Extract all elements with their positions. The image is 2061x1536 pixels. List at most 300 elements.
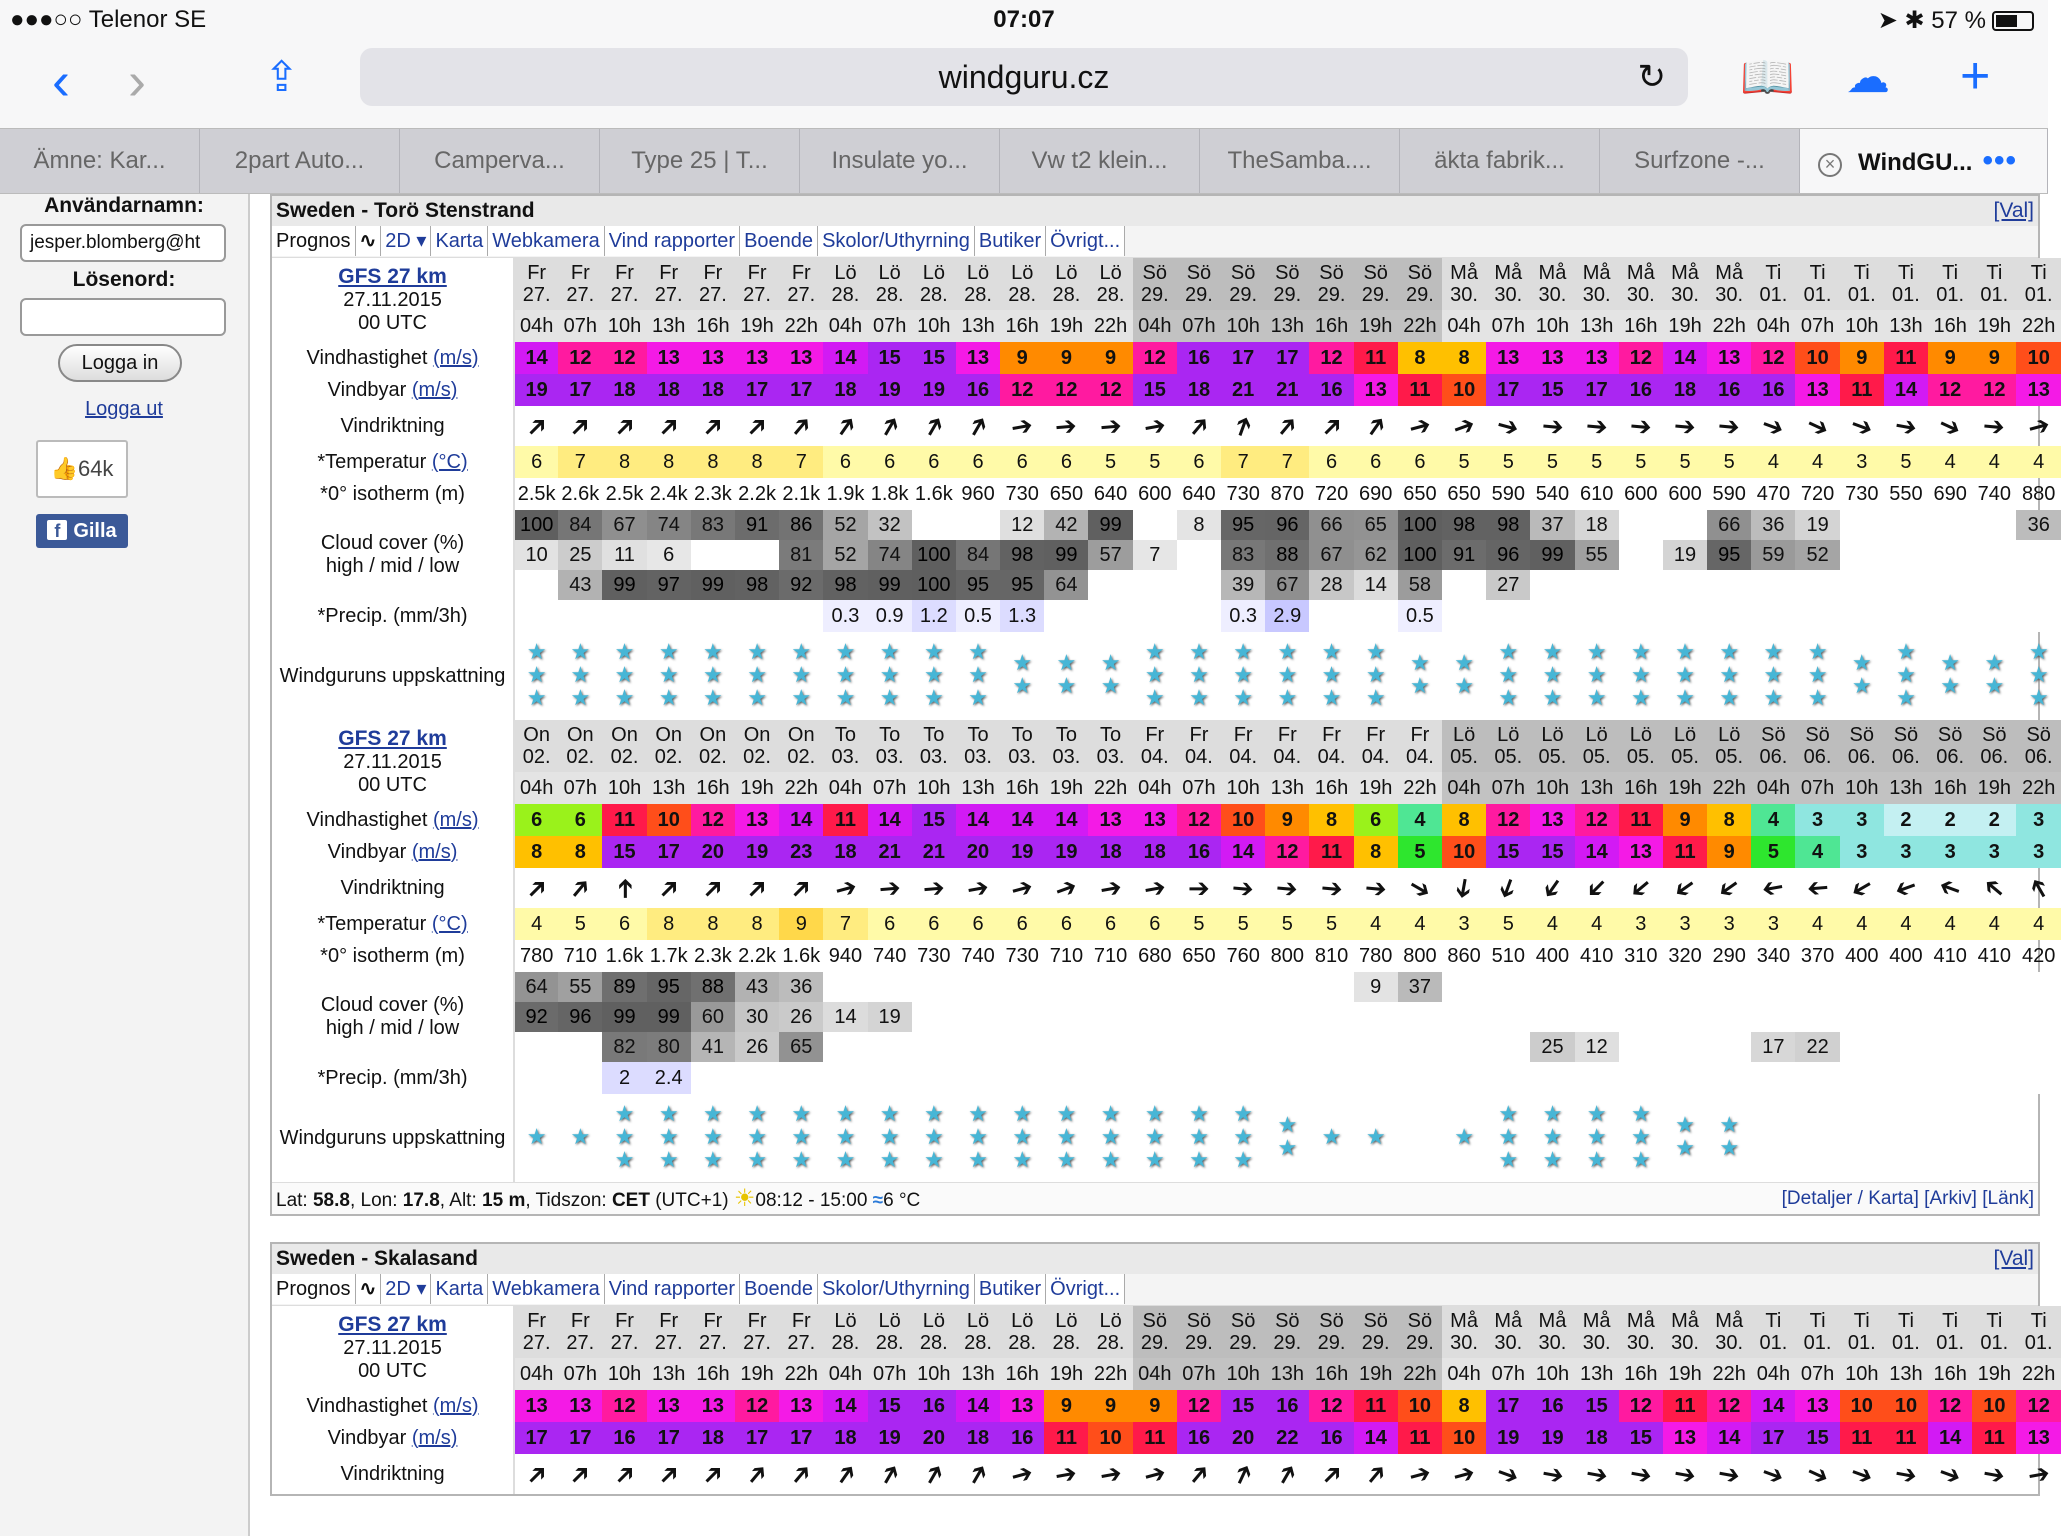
arrow-icon: ➔ bbox=[1801, 1455, 1834, 1492]
temp-cell: 8 bbox=[602, 446, 646, 478]
value-cell: 18 bbox=[823, 836, 867, 868]
model-date: 27.11.2015 bbox=[343, 1337, 442, 1359]
day-date: 01. bbox=[1892, 1332, 1920, 1354]
cloud-cell bbox=[1088, 570, 1132, 600]
cloud-cell: 62 bbox=[1354, 540, 1398, 570]
day-name: Ti bbox=[1897, 1310, 1914, 1332]
spot-title: Sweden - Torö Stenstrand bbox=[276, 199, 535, 222]
rating-cell bbox=[823, 632, 867, 720]
arrow-icon: ➔ bbox=[1846, 407, 1878, 444]
day-cell bbox=[1972, 258, 2016, 310]
temp-cell: 6 bbox=[1044, 908, 1088, 940]
wind-speed-row bbox=[272, 804, 2061, 836]
value-cell: 21 bbox=[868, 836, 912, 868]
day-name: Fr bbox=[1189, 724, 1209, 746]
day-cell bbox=[1795, 1306, 1839, 1358]
rating-cell bbox=[1751, 1094, 1795, 1182]
model-link[interactable]: GFS 27 km bbox=[338, 265, 447, 288]
cloud-cell: 19 bbox=[1663, 540, 1707, 570]
star-icon: ★ bbox=[1321, 1123, 1342, 1149]
precip-cell bbox=[1619, 600, 1663, 632]
direction-cell bbox=[1619, 1454, 1663, 1494]
star-icon: ★ bbox=[658, 1146, 679, 1172]
rating-cell bbox=[647, 1094, 691, 1182]
cloud-cell: 59 bbox=[1751, 540, 1795, 570]
arrow-icon: ➔ bbox=[1180, 407, 1218, 444]
arrow-icon: ➔ bbox=[561, 407, 599, 444]
menu-prognos[interactable]: Prognos bbox=[272, 226, 356, 256]
thumbs-up-icon: 👍 bbox=[50, 456, 78, 481]
cloud-cell: 19 bbox=[1795, 510, 1839, 540]
day-date: 01. bbox=[1980, 284, 2009, 306]
value-cell: 18 bbox=[1133, 836, 1177, 868]
cloud-cell bbox=[1221, 1002, 1265, 1032]
tab-10[interactable] bbox=[1800, 129, 2048, 193]
tab-label: 2part Auto... bbox=[234, 147, 365, 174]
value-cell: 18 bbox=[691, 1422, 735, 1454]
direction-cell bbox=[1000, 406, 1044, 446]
day-name: Må bbox=[1626, 262, 1655, 284]
menu-2d[interactable]: 2D ▾ bbox=[381, 1274, 431, 1304]
tab-9[interactable] bbox=[1600, 129, 1800, 193]
tab-label: Vw t2 klein... bbox=[1031, 147, 1168, 174]
star-icon: ★ bbox=[1719, 1112, 1740, 1137]
star-icon: ★ bbox=[1365, 1123, 1386, 1149]
isotherm-cell: 400 bbox=[1845, 944, 1879, 967]
day-cell bbox=[2016, 1306, 2061, 1358]
value-cell: 10 bbox=[1840, 1390, 1884, 1422]
menu-prognos[interactable]: Prognos bbox=[272, 1274, 356, 1304]
model-link[interactable]: GFS 27 km bbox=[338, 727, 447, 750]
value-cell: 19 bbox=[735, 836, 779, 868]
hour-cell: 13h bbox=[1265, 772, 1309, 804]
isotherm-cell: 400 bbox=[1889, 944, 1923, 967]
menu-karta[interactable]: Karta bbox=[431, 1274, 488, 1304]
star-icon: ★ bbox=[1189, 1123, 1209, 1149]
hour-cell: 10h bbox=[1221, 310, 1265, 342]
day-cell bbox=[735, 720, 779, 772]
unit-link[interactable]: (m/s) bbox=[432, 1394, 479, 1417]
precip-cell bbox=[735, 1062, 779, 1094]
star-icon: ★ bbox=[835, 1123, 856, 1149]
day-name: Lö bbox=[922, 1310, 945, 1332]
day-name: Fr bbox=[615, 1310, 634, 1332]
unit-link[interactable]: (m/s) bbox=[432, 346, 479, 369]
cloud-cell bbox=[1575, 570, 1619, 600]
cloud-cell bbox=[1928, 540, 1972, 570]
value-cell: 9 bbox=[1265, 804, 1309, 836]
tab-4[interactable] bbox=[600, 129, 800, 193]
direction-cell bbox=[868, 1454, 912, 1494]
hour-cell: 10h bbox=[602, 310, 646, 342]
menu-boende[interactable]: Boende bbox=[740, 1274, 818, 1304]
day-name: Må bbox=[1494, 262, 1523, 284]
star-icon: ★ bbox=[968, 1100, 988, 1126]
arrow-icon: ➔ bbox=[782, 869, 820, 906]
star-icon: ★ bbox=[791, 638, 812, 664]
value-cell: 17 bbox=[735, 374, 779, 406]
cloud-cell bbox=[1133, 1002, 1177, 1032]
cloud-cell bbox=[1972, 510, 2016, 540]
share-icon[interactable]: ⇪ bbox=[264, 53, 300, 100]
star-icon: ★ bbox=[791, 661, 812, 687]
menu-butiker[interactable]: Butiker bbox=[975, 226, 1046, 256]
login-button[interactable]: Logga in bbox=[58, 344, 182, 382]
star-icon: ★ bbox=[879, 661, 900, 687]
day-cell bbox=[1530, 1306, 1574, 1358]
rating-cell bbox=[691, 1094, 735, 1182]
day-name: On bbox=[787, 724, 815, 746]
day-name: Sö bbox=[1275, 1310, 1300, 1332]
arrow-icon: ➔ bbox=[561, 1455, 599, 1492]
cloud-cell: 26 bbox=[735, 1032, 779, 1062]
value-cell: 18 bbox=[1575, 1422, 1619, 1454]
menu-butiker[interactable]: Butiker bbox=[975, 1274, 1046, 1304]
value-cell: 10 bbox=[1795, 342, 1839, 374]
model-run: 00 UTC bbox=[358, 774, 427, 796]
unit-link[interactable]: (m/s) bbox=[411, 840, 458, 863]
rating-cell bbox=[1486, 1094, 1530, 1182]
reload-icon[interactable]: ↻ bbox=[1637, 58, 1666, 96]
cloud-cell: 25 bbox=[558, 540, 602, 570]
hour-cell: 04h bbox=[1751, 1358, 1795, 1390]
star-icon: ★ bbox=[1233, 684, 1253, 710]
menu-övrigt[interactable]: Övrigt... bbox=[1046, 1274, 1125, 1304]
star-icon: ★ bbox=[1189, 638, 1209, 664]
day-cell bbox=[1663, 1306, 1707, 1358]
precip-cell bbox=[1398, 1062, 1442, 1094]
value-cell: 17 bbox=[1265, 342, 1309, 374]
precip-cell bbox=[1530, 1062, 1574, 1094]
day-name: On bbox=[523, 724, 550, 746]
day-date: 27. bbox=[654, 1332, 683, 1354]
arrow-icon: ➔ bbox=[517, 869, 555, 906]
menu-övrigt[interactable]: Övrigt... bbox=[1046, 226, 1125, 256]
direction-cell bbox=[1133, 1454, 1177, 1494]
day-cell bbox=[1840, 720, 1884, 772]
rating-cell bbox=[1221, 1094, 1265, 1182]
star-icon: ★ bbox=[968, 1146, 988, 1172]
value-cell: 13 bbox=[1133, 804, 1177, 836]
day-name: Sö bbox=[1805, 724, 1830, 746]
day-name: Fr bbox=[570, 1310, 590, 1332]
cloud-cell bbox=[1486, 1032, 1530, 1062]
isotherm-cell: 2.6k bbox=[561, 482, 600, 505]
value-cell: 13 bbox=[735, 804, 779, 836]
hour-cell: 22h bbox=[779, 310, 823, 342]
precip-cell bbox=[514, 1062, 558, 1094]
cloud-cell: 99 bbox=[868, 570, 912, 600]
hour-cell: 22h bbox=[1398, 310, 1442, 342]
arrow-icon: ➔ bbox=[1319, 871, 1344, 904]
value-cell: 12 bbox=[602, 342, 646, 374]
tab-5[interactable] bbox=[800, 129, 1000, 193]
star-icon: ★ bbox=[1586, 638, 1607, 664]
value-cell: 17 bbox=[558, 1422, 602, 1454]
value-cell: 17 bbox=[558, 374, 602, 406]
bookmarks-icon[interactable]: 📖 bbox=[1740, 53, 1795, 102]
hour-cell: 10h bbox=[602, 1358, 646, 1390]
day-cell bbox=[868, 258, 912, 310]
value-cell: 12 bbox=[558, 342, 602, 374]
rating-cell bbox=[1133, 632, 1177, 720]
value-cell: 16 bbox=[1707, 374, 1751, 406]
day-date: 05. bbox=[1626, 746, 1655, 768]
cloud-cell: 36 bbox=[779, 972, 823, 1002]
star-icon: ★ bbox=[923, 661, 944, 687]
cloud-cell bbox=[1707, 1032, 1751, 1062]
temperature-row bbox=[272, 446, 2061, 478]
forward-button[interactable]: › bbox=[128, 51, 146, 111]
rating-cell bbox=[647, 632, 691, 720]
temp-cell: 5 bbox=[1707, 446, 1751, 478]
day-name: Lö bbox=[834, 1310, 857, 1332]
direction-cell bbox=[1442, 1454, 1486, 1494]
direction-cell bbox=[1486, 406, 1530, 446]
star-icon: ★ bbox=[1896, 661, 1916, 687]
day-date: 02. bbox=[566, 746, 595, 768]
menu-boende[interactable]: Boende bbox=[740, 226, 818, 256]
hour-cell: 13h bbox=[956, 310, 1000, 342]
star-icon: ★ bbox=[923, 684, 944, 710]
day-date: 27. bbox=[654, 284, 683, 306]
menu-[interactable]: ∿ bbox=[356, 226, 382, 256]
cloud-cell: 37 bbox=[1530, 510, 1574, 540]
day-cell bbox=[1707, 1306, 1751, 1358]
star-icon: ★ bbox=[923, 1100, 944, 1126]
direction-cell bbox=[1928, 406, 1972, 446]
day-name: On bbox=[566, 724, 594, 746]
isotherm-cell: 2.3k bbox=[693, 482, 732, 505]
username-input[interactable]: jesper.blomberg@ht bbox=[20, 224, 226, 262]
isotherm-cell: 590 bbox=[1712, 482, 1746, 505]
day-cell bbox=[1133, 1306, 1177, 1358]
precip-cell: 0.5 bbox=[1398, 600, 1442, 632]
tab-8[interactable] bbox=[1400, 129, 1600, 193]
direction-cell bbox=[1795, 406, 1839, 446]
hour-cell: 10h bbox=[1840, 772, 1884, 804]
back-button[interactable]: ‹ bbox=[52, 51, 70, 111]
tab-2[interactable] bbox=[200, 129, 400, 193]
more-icon[interactable]: ••• bbox=[1982, 144, 2017, 177]
direction-cell bbox=[1530, 868, 1574, 908]
star-icon: ★ bbox=[1984, 650, 2005, 675]
star-icon: ★ bbox=[1189, 1100, 1209, 1126]
direction-cell bbox=[1133, 406, 1177, 446]
cloud-cell: 17 bbox=[1751, 1032, 1795, 1062]
day-cell bbox=[558, 1306, 602, 1358]
value-cell: 16 bbox=[912, 1390, 956, 1422]
menu-webkamera[interactable]: Webkamera bbox=[488, 1274, 604, 1304]
value-cell: 5 bbox=[1398, 836, 1442, 868]
model-link[interactable]: GFS 27 km bbox=[338, 1313, 447, 1336]
menu-skolor-uthyrning[interactable]: Skolor/Uthyrning bbox=[818, 226, 975, 256]
arrow-icon: ➔ bbox=[1268, 407, 1306, 444]
cloud-cell bbox=[1840, 972, 1884, 1002]
hour-cell: 22h bbox=[1707, 772, 1751, 804]
temp-cell: 8 bbox=[647, 908, 691, 940]
star-icon: ★ bbox=[1100, 1146, 1121, 1172]
cloud-cell: 98 bbox=[1000, 540, 1044, 570]
tab-6[interactable] bbox=[1000, 129, 1200, 193]
day-cell bbox=[602, 720, 646, 772]
day-cell bbox=[823, 1306, 867, 1358]
cloud-cell: 89 bbox=[602, 972, 646, 1002]
cloud-cell bbox=[1884, 570, 1928, 600]
value-cell: 17 bbox=[1751, 1422, 1795, 1454]
value-cell: 13 bbox=[1663, 1422, 1707, 1454]
day-cell bbox=[1486, 1306, 1530, 1358]
direction-cell bbox=[558, 1454, 602, 1494]
rating-cell bbox=[1663, 632, 1707, 720]
value-cell: 11 bbox=[1354, 1390, 1398, 1422]
value-cell: 13 bbox=[1486, 342, 1530, 374]
tab-7[interactable] bbox=[1200, 129, 1400, 193]
star-icon: ★ bbox=[1012, 650, 1033, 675]
cloud-cell: 60 bbox=[691, 1002, 735, 1032]
hour-cell: 13h bbox=[1575, 310, 1619, 342]
hour-cell: 16h bbox=[1928, 772, 1972, 804]
hour-cell: 13h bbox=[1884, 310, 1928, 342]
cloud-cell bbox=[1972, 972, 2016, 1002]
menu-vind-rapporter[interactable]: Vind rapporter bbox=[605, 1274, 740, 1304]
hour-cell: 07h bbox=[1795, 772, 1839, 804]
isotherm-cell: 1.9k bbox=[826, 482, 865, 505]
menu-2d[interactable]: 2D ▾ bbox=[381, 226, 431, 256]
direction-cell bbox=[558, 406, 602, 446]
value-cell: 13 bbox=[1619, 836, 1663, 868]
menu-webkamera[interactable]: Webkamera bbox=[488, 226, 604, 256]
new-tab-button[interactable]: + bbox=[1960, 47, 1991, 105]
star-icon: ★ bbox=[879, 1100, 900, 1126]
cloud-cell: 91 bbox=[735, 510, 779, 540]
precip-cell bbox=[1663, 1062, 1707, 1094]
temp-cell: 4 bbox=[1972, 908, 2016, 940]
day-date: 02. bbox=[698, 746, 727, 768]
value-cell: 17 bbox=[1486, 1390, 1530, 1422]
day-name: Sö bbox=[1142, 1310, 1167, 1332]
value-cell: 19 bbox=[1530, 1422, 1574, 1454]
arrow-icon: ➔ bbox=[1583, 1456, 1611, 1491]
direction-cell bbox=[1177, 1454, 1221, 1494]
menu-skolor-uthyrning[interactable]: Skolor/Uthyrning bbox=[818, 1274, 975, 1304]
day-date: 29. bbox=[1405, 1332, 1434, 1354]
cloud-cell bbox=[1575, 1002, 1619, 1032]
footer-links[interactable]: [Detaljer / Karta] [Arkiv] [Länk] bbox=[1781, 1188, 2034, 1209]
day-cell bbox=[1221, 720, 1265, 772]
tab-3[interactable] bbox=[400, 129, 600, 193]
day-cell bbox=[956, 1306, 1000, 1358]
facebook-like-button[interactable]: f Gilla bbox=[36, 514, 128, 548]
unit-link[interactable]: (m/s) bbox=[432, 808, 479, 831]
val-link[interactable]: [Val] bbox=[1993, 199, 2034, 222]
isotherm-cell: 810 bbox=[1314, 944, 1349, 967]
precip-cell: 2.4 bbox=[647, 1062, 691, 1094]
hour-cell: 19h bbox=[1972, 1358, 2016, 1390]
arrow-icon: ➔ bbox=[1667, 869, 1703, 907]
arrow-icon: ➔ bbox=[1540, 409, 1565, 442]
isotherm-cell: 590 bbox=[1491, 482, 1525, 505]
arrow-icon: ➔ bbox=[1097, 1456, 1124, 1491]
direction-cell bbox=[1840, 406, 1884, 446]
temp-cell: 6 bbox=[602, 908, 646, 940]
val-link[interactable]: [Val] bbox=[1993, 1247, 2034, 1270]
unit-link[interactable]: (m/s) bbox=[411, 378, 458, 401]
direction-cell bbox=[1486, 1454, 1530, 1494]
unit-link[interactable]: (°C) bbox=[431, 450, 468, 473]
day-name: Lö bbox=[1055, 262, 1078, 284]
rating-cell bbox=[1442, 632, 1486, 720]
cloud-icon[interactable]: ☁ bbox=[1846, 53, 1890, 102]
value-cell: 9 bbox=[1928, 342, 1972, 374]
unit-link[interactable]: (m/s) bbox=[411, 1426, 458, 1449]
value-cell: 16 bbox=[1177, 836, 1221, 868]
star-icon: ★ bbox=[703, 661, 723, 687]
password-input[interactable] bbox=[20, 298, 226, 336]
day-cell bbox=[1309, 720, 1353, 772]
temp-cell: 5 bbox=[1619, 446, 1663, 478]
menu-karta[interactable]: Karta bbox=[431, 226, 488, 256]
hour-cell: 16h bbox=[1309, 1358, 1353, 1390]
cloud-cell bbox=[2016, 1032, 2061, 1062]
hour-cell: 19h bbox=[735, 1358, 779, 1390]
star-icon: ★ bbox=[1763, 638, 1784, 664]
menu-[interactable]: ∿ bbox=[356, 1274, 382, 1304]
isotherm-cell: 650 bbox=[1447, 482, 1481, 505]
tab-1[interactable] bbox=[0, 129, 200, 193]
temp-cell: 4 bbox=[2016, 446, 2061, 478]
address-bar[interactable] bbox=[360, 48, 1688, 106]
value-cell: 6 bbox=[514, 804, 558, 836]
direction-cell bbox=[1575, 1454, 1619, 1494]
direction-cell bbox=[602, 1454, 646, 1494]
row-label: *0° isotherm (m) bbox=[272, 940, 514, 972]
cloud-cell: 95 bbox=[647, 972, 691, 1002]
direction-cell bbox=[1000, 868, 1044, 908]
star-icon: ★ bbox=[658, 1100, 679, 1126]
star-icon: ★ bbox=[614, 638, 635, 664]
row-label: Vindriktning bbox=[272, 1454, 514, 1494]
star-icon: ★ bbox=[968, 1123, 988, 1149]
logout-link[interactable]: Logga ut bbox=[85, 398, 163, 420]
day-date: 27. bbox=[522, 284, 551, 306]
hour-cell: 10h bbox=[1530, 1358, 1574, 1390]
hour-cell: 22h bbox=[1088, 1358, 1132, 1390]
unit-link[interactable]: (°C) bbox=[431, 912, 468, 935]
value-cell: 9 bbox=[1972, 342, 2016, 374]
star-icon: ★ bbox=[570, 1123, 591, 1149]
day-date: 04. bbox=[1273, 746, 1302, 768]
cloud-cell: 55 bbox=[558, 972, 602, 1002]
precip-cell bbox=[1663, 600, 1707, 632]
direction-cell bbox=[1972, 406, 2016, 446]
day-name: Sö bbox=[1186, 1310, 1212, 1332]
wind-gust-row bbox=[272, 836, 2061, 868]
close-tab-icon[interactable]: × bbox=[1818, 153, 1842, 177]
menu-vind-rapporter[interactable]: Vind rapporter bbox=[605, 226, 740, 256]
rating-cell bbox=[1619, 632, 1663, 720]
day-name: Lö bbox=[878, 262, 901, 284]
rating-cell bbox=[2016, 1094, 2061, 1182]
star-icon: ★ bbox=[1719, 684, 1740, 710]
day-cell bbox=[1884, 720, 1928, 772]
rating-cell bbox=[912, 632, 956, 720]
temp-cell: 8 bbox=[647, 446, 691, 478]
direction-cell bbox=[912, 406, 956, 446]
cloud-cell: 30 bbox=[735, 1002, 779, 1032]
arrow-icon: ➔ bbox=[1405, 408, 1435, 443]
cloud-cell: 100 bbox=[514, 510, 558, 540]
